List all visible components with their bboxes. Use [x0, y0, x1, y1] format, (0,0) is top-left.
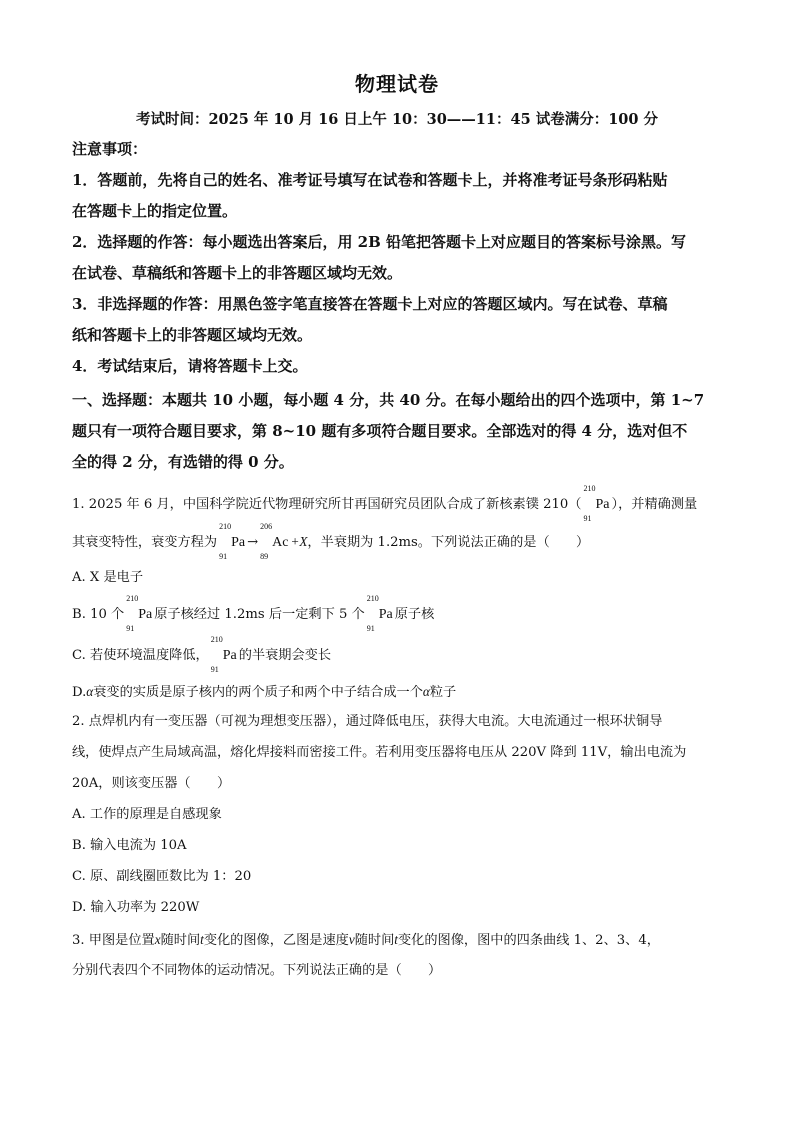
notice-line: 4．考试结束后，请将答题卡上交。 [72, 357, 308, 375]
question-2-option-c: C. 原、副线圈匝数比为 1：20 [72, 869, 252, 884]
notice-heading: 注意事项： [72, 140, 148, 158]
exam-info: 考试时间：2025 年 10 月 16 日上午 10：30——11：45 试卷满分：100 分 [135, 111, 659, 128]
notice-line: 3．非选择题的作答：用黑色签字笔直接答在答题卡上对应的答题区域内。写在试卷、草稿 [72, 295, 668, 313]
question-1-stem: 1. 2025 年 6 月，中国科学院近代物理研究所甘再国研究员团队合成了新核素镤 210（ 210 91 Pa ），并精确测量 [72, 484, 698, 523]
question-2-option-d: D. 输入功率为 220W [72, 900, 200, 915]
page-title: 物理试卷 [355, 72, 439, 96]
nuclide-pa210: 210 91 Pa [366, 594, 393, 633]
nuclide-pa210: 210 91 Pa [210, 635, 237, 674]
question-3-stem: 分别代表四个不同物体的运动情况。下列说法正确的是（ ） [72, 963, 442, 978]
question-1-stem: 其衰变特性，衰变方程为 210 91 Pa → 206 89 Ac +X，半衰期为 1.2ms。下列说法正确的是（ ） [72, 522, 590, 561]
question-2-option-b: B. 输入电流为 10A [72, 838, 187, 853]
question-1-option-c: C. 若使环境温度降低， 210 91 Pa 的半衰期会变长 [72, 635, 332, 674]
section-heading-line: 题只有一项符合题目要求，第 8~10 题有多项符合题目要求。全部选对的得 4 分，选对但不 [72, 422, 688, 440]
question-2-stem: 2. 点焊机内有一变压器（可视为理想变压器），通过降低电压，获得大电流。大电流通过一根环状铜导 [72, 714, 663, 729]
section-heading-line: 全的得 2 分，有选错的得 0 分。 [72, 453, 294, 471]
nuclide-pa210: 210 91 Pa [126, 594, 153, 633]
arrow-symbol: → [247, 535, 259, 550]
question-3-stem: 3. 甲图是位置x随时间t变化的图像，乙图是速度v随时间t变化的图像，图中的四条曲线 1、2、3、4， [72, 932, 660, 948]
question-2-option-a: A. 工作的原理是自感现象 [72, 807, 222, 822]
notice-line: 纸和答题卡上的非答题区域均无效。 [72, 326, 313, 344]
question-2-stem: 线，使焊点产生局域高温，熔化焊接料而密接工件。若利用变压器将电压从 220V 降到 11V，输出电流为 [72, 745, 687, 760]
section-heading-line: 一、选择题：本题共 10 小题，每小题 4 分，共 40 分。在每小题给出的四个选项中，第 1~7 [72, 391, 705, 409]
nuclide-ac206: 206 89 Ac [260, 522, 289, 561]
notice-line: 2．选择题的作答：每小题选出答案后，用 2B 铅笔把答题卡上对应题目的答案标号涂黑。写 [72, 233, 687, 251]
notice-line: 在试卷、草稿纸和答题卡上的非答题区域均无效。 [72, 264, 403, 282]
question-1-option-b: B. 10 个 210 91 Pa 原子核经过 1.2ms 后一定剩下 5 个 210 91 Pa 原子核 [72, 594, 435, 633]
notice-line: 1．答题前，先将自己的姓名、准考证号填写在试卷和答题卡上，并将准考证号条形码粘贴 [72, 171, 668, 189]
nuclide-pa210: 210 91 Pa [219, 522, 246, 561]
question-1-option-a: A. X 是电子 [72, 570, 144, 585]
notice-line: 在答题卡上的指定位置。 [72, 202, 238, 220]
question-2-stem: 20A，则该变压器（ ） [72, 776, 231, 791]
nuclide-pa210: 210 91 Pa [583, 484, 610, 523]
question-1-option-d: D.α衰变的实质是原子核内的两个质子和两个中子结合成一个α粒子 [72, 684, 457, 700]
